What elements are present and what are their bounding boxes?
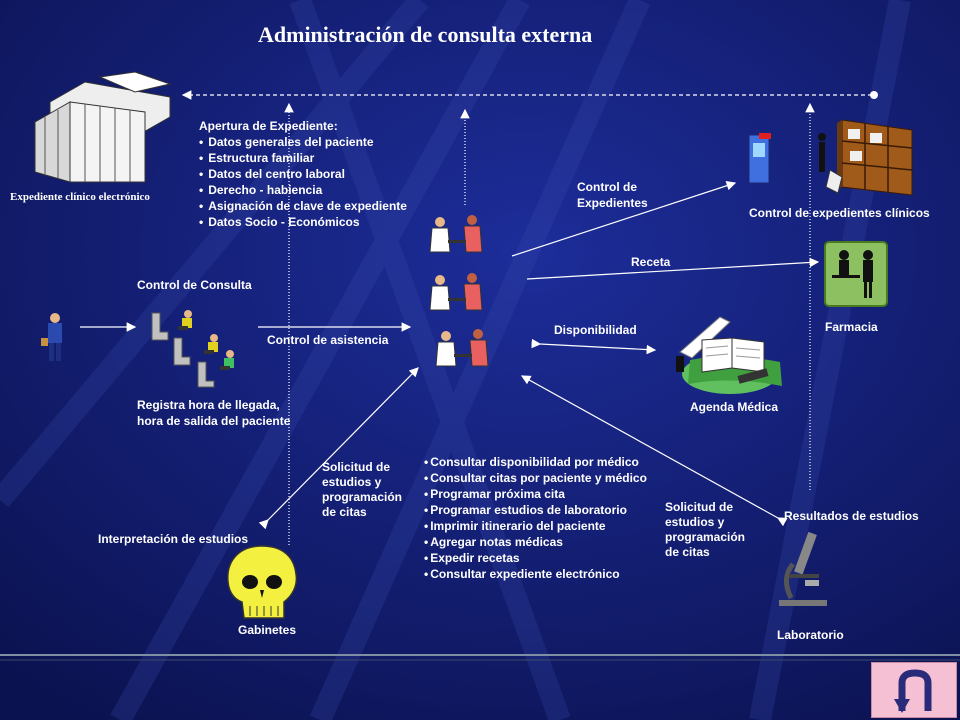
skull-icon [224, 544, 300, 622]
label-receta: Receta [631, 255, 671, 269]
solicitud-left-line: de citas [322, 505, 367, 519]
list-item: • Asignación de clave de expediente [199, 198, 407, 214]
label-agenda: Agenda Médica [690, 400, 779, 414]
list-item: • Datos generales del paciente [199, 134, 407, 150]
waiting-room-icon [148, 308, 243, 388]
label-control-expedientes-2: Expedientes [577, 196, 648, 210]
label-registra-1: Registra hora de llegada, [137, 398, 280, 412]
solicitud-right-line: programación [665, 530, 746, 544]
microscope-icon [775, 528, 835, 608]
doctor-icon [428, 212, 498, 372]
pharmacy-icon [824, 241, 888, 307]
apertura-list [199, 134, 407, 230]
label-expediente: Expediente clínico electrónico [10, 191, 150, 203]
list-item: • Imprimir itinerario del paciente [424, 518, 647, 534]
return-arrow-icon [872, 663, 958, 719]
solicitud-right-line: de citas [665, 545, 710, 559]
label-control-exp-clinicos: Control de expedientes clínicos [749, 206, 930, 220]
label-control-asistencia: Control de asistencia [267, 333, 389, 347]
list-item: • Consultar expediente electrónico [424, 566, 647, 582]
solicitud-right-line: Solicitud de [665, 500, 734, 514]
page-title: Administración de consulta externa [258, 22, 593, 47]
agenda-book-icon [660, 312, 795, 397]
list-item: • Datos del centro laboral [199, 166, 407, 182]
filing-cabinet-icon [812, 115, 917, 200]
solicitud-left-line: estudios y [322, 475, 382, 489]
label-farmacia: Farmacia [825, 320, 878, 334]
solicitud-left-line: Solicitud de [322, 460, 391, 474]
list-item: • Expedir recetas [424, 550, 647, 566]
list-item: • Programar estudios de laboratorio [424, 502, 647, 518]
building-icon [30, 72, 175, 182]
label-resultados: Resultados de estudios [784, 509, 919, 523]
list-item: • Consultar citas por paciente y médico [424, 470, 647, 486]
return-button[interactable] [871, 662, 957, 718]
solicitud-left-line: programación [322, 490, 403, 504]
phone-icon [745, 133, 775, 185]
list-item: • Agregar notas médicas [424, 534, 647, 550]
arrow-receta [527, 262, 818, 279]
list-item: • Datos Socio - Económicos [199, 214, 407, 230]
consultar-list [424, 454, 647, 582]
label-laboratorio: Laboratorio [777, 628, 844, 642]
solicitud-left [322, 460, 412, 520]
solicitud-right-line: estudios y [665, 515, 725, 529]
label-control-consulta: Control de Consulta [137, 278, 252, 292]
label-registra-2: hora de salida del paciente [137, 414, 291, 428]
label-gabinetes: Gabinetes [238, 623, 297, 637]
patient-icon [38, 312, 68, 362]
apertura-heading: Apertura de Expediente: [199, 119, 338, 133]
list-item: • Programar próxima cita [424, 486, 647, 502]
label-interpretacion: Interpretación de estudios [98, 532, 249, 546]
list-item: • Estructura familiar [199, 150, 407, 166]
solicitud-right [665, 500, 760, 560]
label-disponibilidad: Disponibilidad [554, 323, 637, 337]
list-item: • Derecho - habiencia [199, 182, 407, 198]
label-control-expedientes-1: Control de [577, 180, 637, 194]
list-item: • Consultar disponibilidad por médico [424, 454, 647, 470]
arrow-disponibilidad [540, 344, 655, 350]
